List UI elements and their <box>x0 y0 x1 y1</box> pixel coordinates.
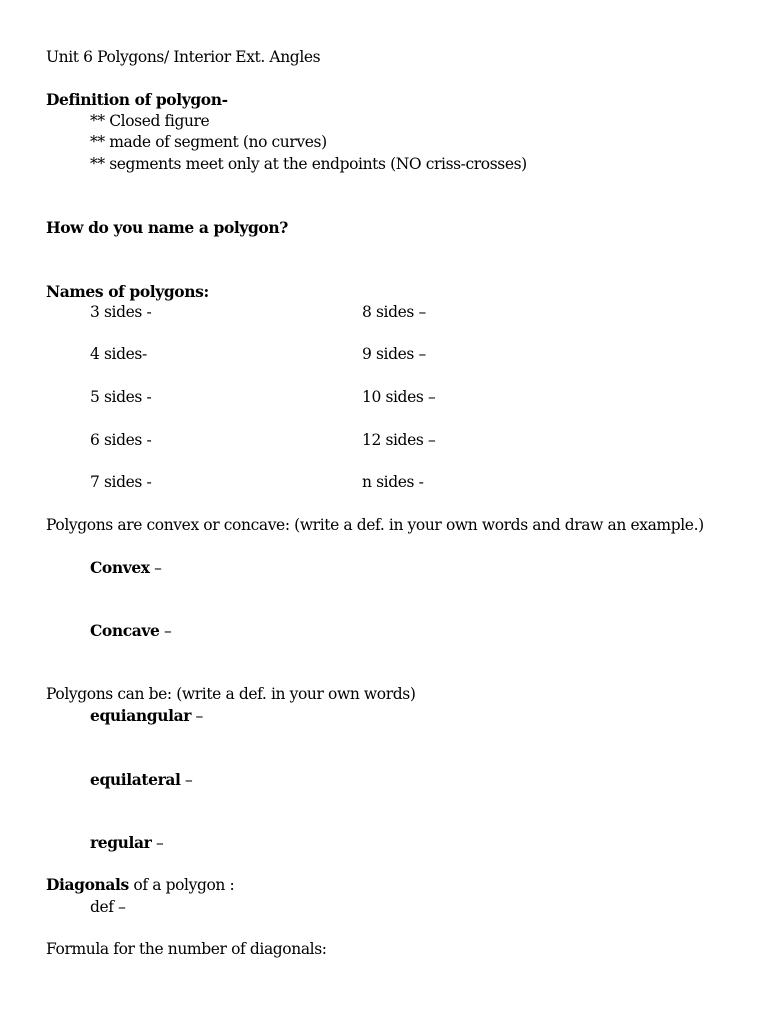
equilateral-line <box>90 771 192 789</box>
sides-label-n: n sides - <box>362 473 424 491</box>
equiangular-dash: – <box>190 707 203 725</box>
diagonals-formula-prompt: Formula for the number of diagonals: <box>46 940 327 958</box>
convex-dash: – <box>149 559 162 577</box>
convex-concave-prompt: Polygons are convex or concave: (write a def. in your own words and draw an example.) <box>46 516 704 534</box>
sides-label-9: 9 sides – <box>362 345 426 363</box>
diagonals-term: Diagonals <box>46 875 129 894</box>
convex-line <box>90 559 162 577</box>
convex-term: Convex <box>90 558 150 577</box>
regular-dash: – <box>151 834 164 852</box>
polygons-can-be-prompt: Polygons can be: (write a def. in your own words) <box>46 685 416 703</box>
concave-line <box>90 622 171 640</box>
page-title: Unit 6 Polygons/ Interior Ext. Angles <box>46 48 321 66</box>
equiangular-term: equiangular <box>90 706 191 725</box>
names-heading: Names of polygons: <box>46 282 209 301</box>
definition-bullet: ** made of segment (no curves) <box>90 133 327 151</box>
regular-term: regular <box>90 833 152 852</box>
naming-question: How do you name a polygon? <box>46 218 288 237</box>
concave-dash: – <box>159 622 172 640</box>
sides-label-10: 10 sides – <box>362 388 436 406</box>
sides-label-12: 12 sides – <box>362 431 436 449</box>
sides-label-8: 8 sides – <box>362 303 426 321</box>
equilateral-term: equilateral <box>90 770 181 789</box>
sides-label-4: 4 sides- <box>90 345 147 363</box>
diagonals-def: def – <box>90 898 126 916</box>
concave-term: Concave <box>90 621 160 640</box>
equilateral-dash: – <box>180 771 193 789</box>
diagonals-rest: of a polygon : <box>128 876 235 894</box>
definition-bullet: ** segments meet only at the endpoints (NO criss-crosses) <box>90 155 527 173</box>
sides-label-6: 6 sides - <box>90 431 152 449</box>
regular-line <box>90 834 163 852</box>
sides-label-5: 5 sides - <box>90 388 152 406</box>
equiangular-line <box>90 707 203 725</box>
sides-label-3: 3 sides - <box>90 303 152 321</box>
diagonals-line <box>46 876 234 894</box>
definition-heading: Definition of polygon- <box>46 90 228 109</box>
sides-label-7: 7 sides - <box>90 473 152 491</box>
definition-bullet: ** Closed figure <box>90 112 210 130</box>
